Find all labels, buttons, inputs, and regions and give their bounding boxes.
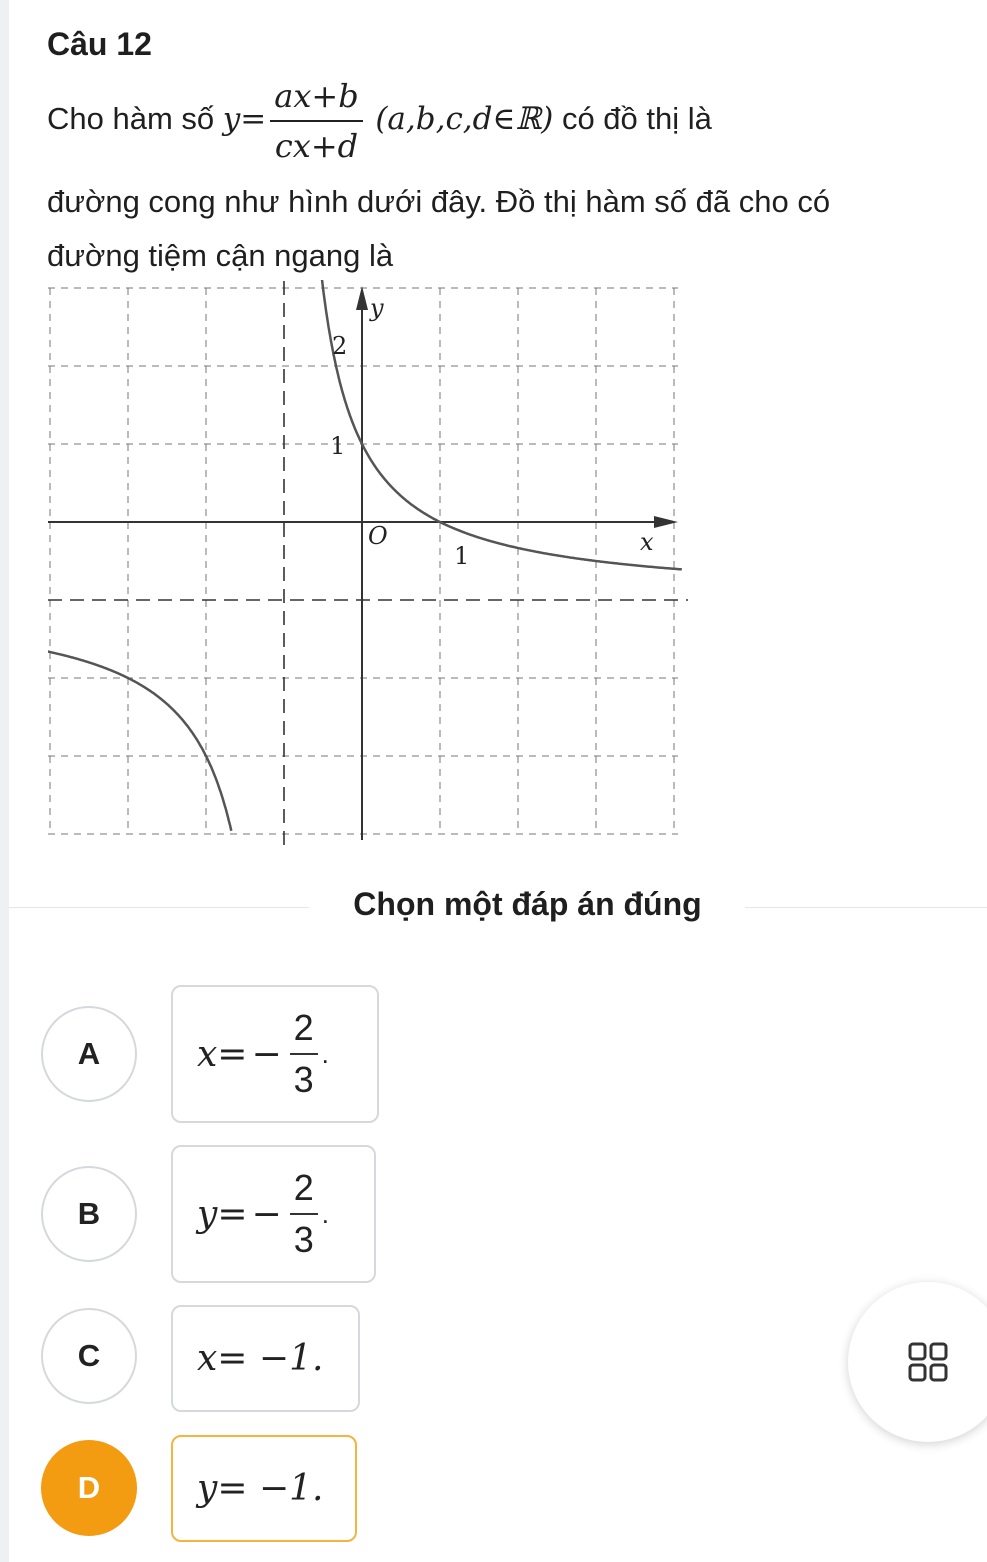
option-a-button[interactable] bbox=[171, 985, 379, 1123]
grid-icon bbox=[907, 1341, 949, 1383]
option-d-letter[interactable]: D bbox=[41, 1440, 137, 1536]
function-lhs: y= bbox=[222, 101, 267, 138]
option-b-letter[interactable]: B bbox=[41, 1166, 137, 1262]
y-axis-arrow bbox=[356, 286, 368, 310]
question-title: Câu 12 bbox=[47, 26, 152, 62]
option-a-denominator: 3 bbox=[293, 1059, 314, 1100]
question-line-2: đường cong như hình dưới đây. Đồ thị hàm số đã cho có bbox=[47, 184, 831, 219]
option-d-button[interactable] bbox=[171, 1435, 357, 1542]
option-a-lhs: x= bbox=[197, 1033, 248, 1075]
function-denominator: cx+d bbox=[274, 127, 359, 165]
tick-label-y2: 2 bbox=[332, 332, 348, 360]
parameter-condition: (a,b,c,d∈ℝ) bbox=[375, 101, 554, 138]
graph-axes bbox=[48, 280, 688, 845]
question-line-1 bbox=[47, 78, 712, 164]
option-b-lhs: y= bbox=[197, 1193, 248, 1235]
y-axis-label: y bbox=[370, 294, 384, 322]
question-line-3: đường tiệm cận ngang là bbox=[47, 238, 394, 273]
choose-answer-prompt: Chọn một đáp án đúng bbox=[353, 886, 702, 922]
option-b-fraction bbox=[290, 1169, 318, 1259]
tick-label-x1: 1 bbox=[454, 542, 470, 570]
function-numerator: ax+b bbox=[270, 78, 362, 122]
option-d-text: y= −1. bbox=[197, 1468, 324, 1509]
option-a-period: . bbox=[321, 1038, 329, 1069]
option-c-text: x= −1. bbox=[197, 1338, 324, 1379]
question-intro: Cho hàm số bbox=[47, 101, 215, 137]
origin-label: O bbox=[368, 522, 388, 550]
function-fraction bbox=[270, 78, 362, 164]
x-axis-label: x bbox=[640, 528, 654, 556]
option-c-letter[interactable]: C bbox=[41, 1308, 137, 1404]
tick-label-y1: 1 bbox=[330, 432, 346, 460]
option-a-numerator: 2 bbox=[290, 1009, 318, 1055]
question-grid-button[interactable] bbox=[848, 1282, 987, 1442]
function-graph bbox=[48, 280, 688, 845]
option-a-sign: − bbox=[251, 1033, 282, 1075]
option-b-sign: − bbox=[251, 1193, 282, 1235]
question-after: có đồ thị là bbox=[561, 101, 712, 137]
option-b-period: . bbox=[321, 1198, 329, 1229]
option-c-button[interactable] bbox=[171, 1305, 360, 1412]
option-b-denominator: 3 bbox=[293, 1219, 314, 1260]
option-b-button[interactable] bbox=[171, 1145, 376, 1283]
left-edge-strip bbox=[0, 0, 9, 1562]
option-b-numerator: 2 bbox=[290, 1169, 318, 1215]
option-a-fraction bbox=[290, 1009, 318, 1099]
option-a-letter[interactable]: A bbox=[41, 1006, 137, 1102]
